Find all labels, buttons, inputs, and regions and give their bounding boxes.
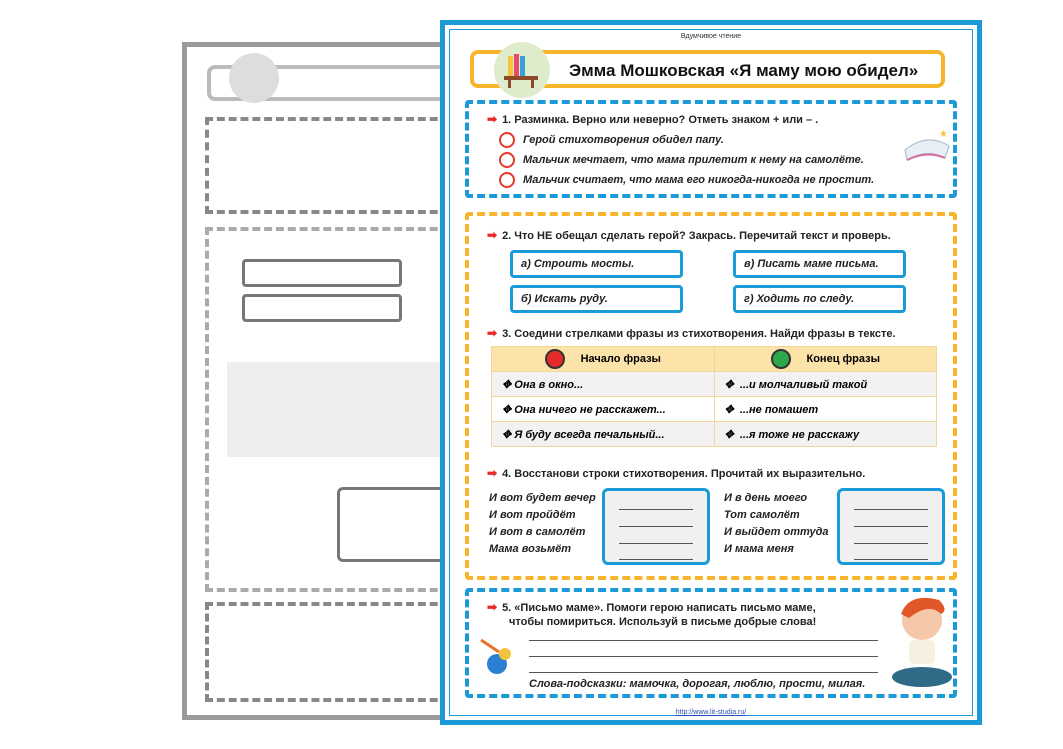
svg-text:★: ★ <box>939 129 948 140</box>
poem-line: И вот в самолёт <box>489 526 586 538</box>
poem-line: Мама возьмёт <box>489 543 571 555</box>
poem-line: И мама меня <box>724 543 794 555</box>
green-button-icon <box>771 349 791 369</box>
worksheet-page-grayscale-copy <box>182 42 482 720</box>
worksheet-page <box>440 20 982 725</box>
task2-4-section <box>465 212 957 580</box>
bookshelf-icon <box>494 42 550 98</box>
grey-note <box>337 487 447 562</box>
task1-question: 1. Разминка. Верно или неверно? Отметь знаком + или – . <box>502 114 819 126</box>
red-button-icon <box>545 349 565 369</box>
answer-circle[interactable] <box>499 132 515 148</box>
subject-label: Вдумчивое чтение <box>680 33 742 40</box>
arrow-icon: ➡ <box>487 466 498 480</box>
phrase-start[interactable]: Я буду всегда печальный... <box>514 428 665 441</box>
poem-line: И выйдет оттуда <box>724 526 829 538</box>
boy-illustration <box>889 592 955 697</box>
option-b[interactable]: б) Искать руду. <box>510 285 683 313</box>
website-link[interactable]: http://www.lit-studia.ru/ <box>675 709 747 716</box>
title-box <box>470 50 945 88</box>
poem-lines-left <box>489 490 596 558</box>
phrase-start[interactable]: Она ничего не расскажет... <box>514 403 666 416</box>
grey-bookshelf-icon <box>229 53 279 103</box>
answer-note-1[interactable] <box>602 488 710 565</box>
statement: Мальчик мечтает, что мама прилетит к нему на самолёте. <box>523 153 864 166</box>
answer-note-2[interactable] <box>837 488 945 565</box>
poem-lines-right <box>724 490 829 558</box>
phrase-start[interactable]: Она в окно... <box>514 378 584 391</box>
statement: Герой стихотворения обидел папу. <box>523 133 724 146</box>
phrase-end[interactable]: ...не помашет <box>739 403 819 416</box>
book-icon <box>903 128 951 169</box>
option-c[interactable]: в) Писать маме письма. <box>733 250 906 278</box>
task5-section <box>465 588 957 698</box>
task4-question: 4. Восстанови строки стихотворения. Прочитай их выразительно. <box>502 468 866 480</box>
column-header: Начало фразы <box>580 352 661 365</box>
arrow-icon: ➡ <box>487 228 498 242</box>
poem-line: И в день моего <box>724 492 808 504</box>
table-row: ✥ Она в окно... ✥ ...и молчаливый такой <box>492 372 937 397</box>
task5-question: 5. «Письмо маме». Помоги герою написать письмо маме, <box>502 602 816 614</box>
phrase-table <box>491 346 937 447</box>
arrow-icon: ➡ <box>487 112 498 126</box>
phrase-end[interactable]: ...я тоже не расскажу <box>739 428 860 441</box>
answer-circle[interactable] <box>499 152 515 168</box>
arrow-icon: ➡ <box>487 600 498 614</box>
column-header: Конец фразы <box>806 352 880 365</box>
inkwell-icon <box>477 632 517 682</box>
statement: Мальчик считает, что мама его никогда-никогда не простит. <box>523 173 875 186</box>
poem-line: Тот самолёт <box>724 509 800 521</box>
task3-question: 3. Соедини стрелками фразы из стихотворения. Найди фразы в тексте. <box>502 328 896 340</box>
hint-words: Слова-подсказки: мамочка, дорогая, люблю, прости, милая. <box>529 678 866 690</box>
answer-circle[interactable] <box>499 172 515 188</box>
table-row: ✥ Я буду всегда печальный... ✥ ...я тоже не расскажу <box>492 422 937 447</box>
table-row: ✥ Она ничего не расскажет... ✥ ...не помашет <box>492 397 937 422</box>
grey-option-box <box>242 259 402 287</box>
poem-line: И вот будет вечер <box>489 492 596 504</box>
poem-line: И вот пройдёт <box>489 509 576 521</box>
page-title: Эмма Мошковская «Я маму мою обидел» <box>569 61 919 80</box>
task5-question-2: чтобы помириться. Используй в письме добрые слова! <box>509 616 817 628</box>
option-a[interactable]: а) Строить мосты. <box>510 250 683 278</box>
option-d[interactable]: г) Ходить по следу. <box>733 285 906 313</box>
arrow-icon: ➡ <box>487 326 498 340</box>
task2-question: 2. Что НЕ обещал сделать герой? Закрась. Перечитай текст и проверь. <box>502 230 891 242</box>
task1-section <box>465 100 957 198</box>
grey-option-box <box>242 294 402 322</box>
phrase-end[interactable]: ...и молчаливый такой <box>739 378 868 391</box>
